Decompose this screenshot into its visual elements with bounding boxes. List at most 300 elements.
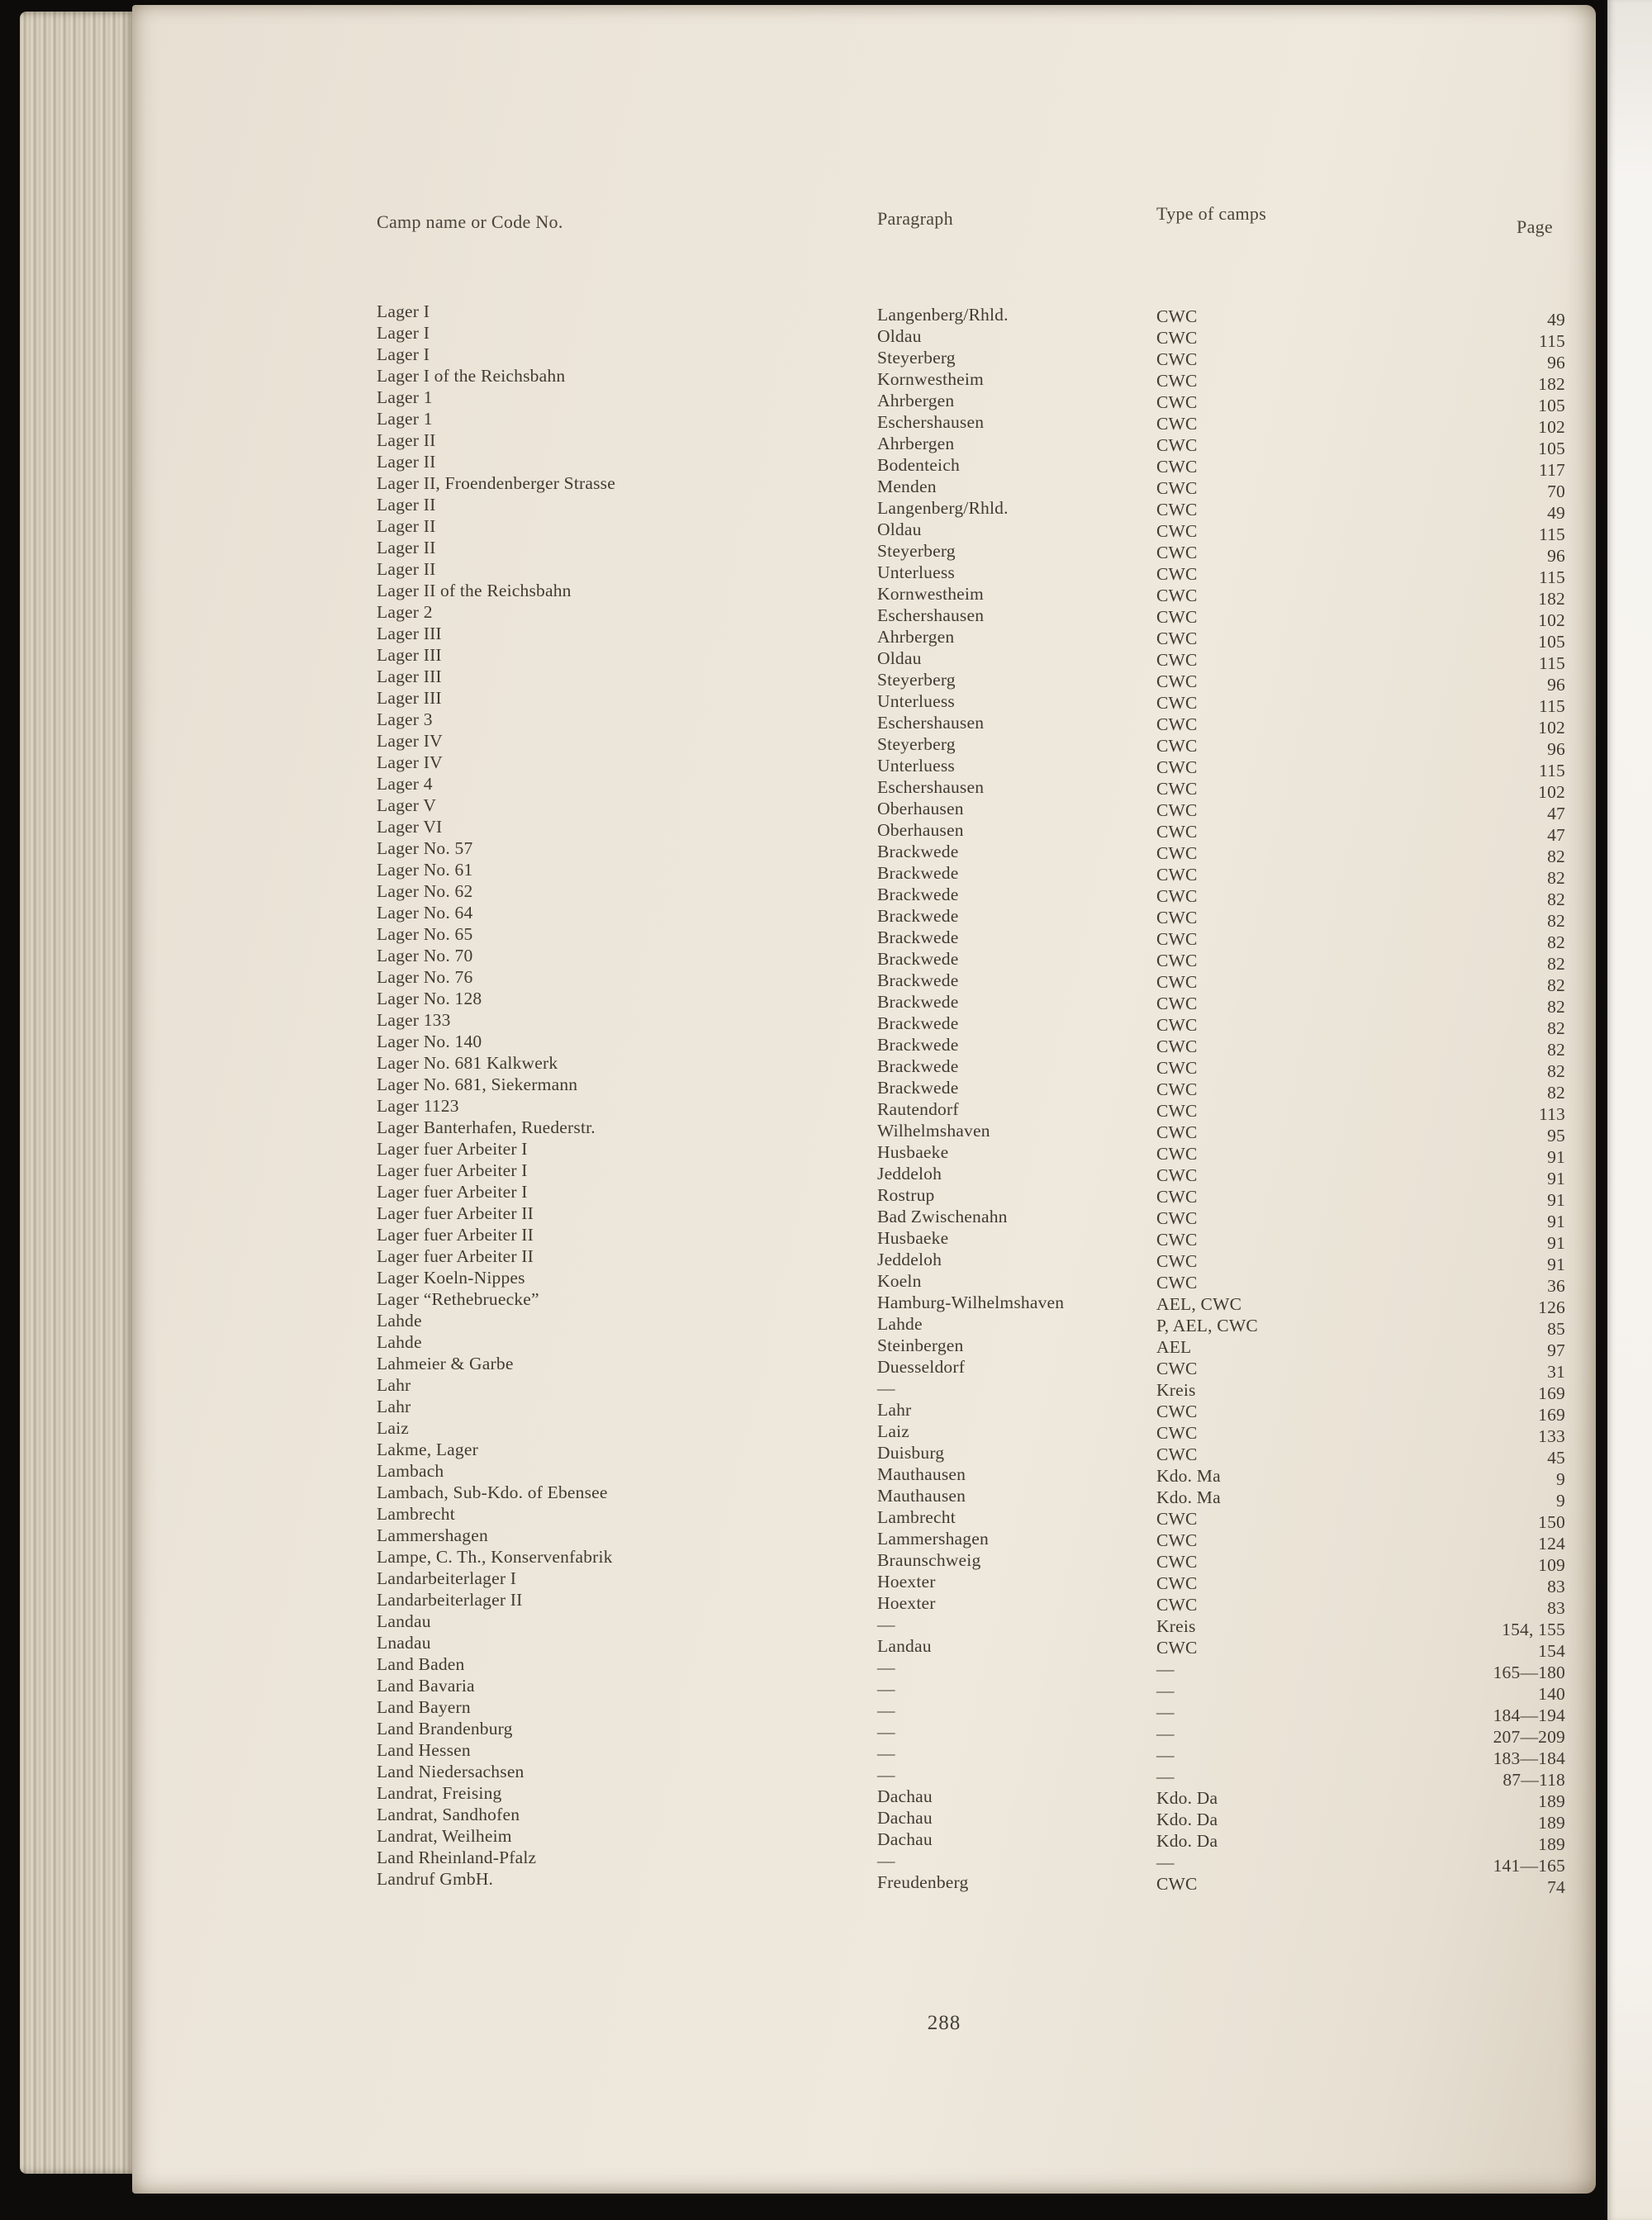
row-paragraph: Ahrbergen: [877, 434, 955, 453]
row-page: 207—209: [1493, 1727, 1565, 1747]
row-name: Lampe, C. Th., Konservenfabrik: [377, 1547, 613, 1567]
row-paragraph: Oberhausen: [877, 820, 964, 840]
table-row: [132, 580, 1596, 609]
row-name: Lager II: [377, 495, 436, 515]
row-page: 97: [1547, 1340, 1565, 1360]
row-paragraph: Brackwede: [877, 906, 959, 926]
row-page: 105: [1538, 396, 1565, 415]
row-type: CWC: [1156, 1423, 1198, 1443]
row-name: Lager 1: [377, 409, 433, 429]
row-paragraph: Lahr: [877, 1400, 912, 1420]
row-paragraph: Husbaeke: [877, 1142, 949, 1162]
row-paragraph: Brackwede: [877, 927, 959, 947]
row-page: 82: [1547, 911, 1565, 931]
table-row: [132, 623, 1596, 652]
row-name: Land Niedersachsen: [377, 1762, 525, 1781]
row-page: 182: [1538, 374, 1565, 394]
row-name: Land Baden: [377, 1654, 465, 1674]
row-name: Lager No. 76: [377, 967, 473, 987]
table-row: [132, 494, 1596, 523]
row-page: 124: [1538, 1534, 1565, 1554]
row-paragraph: Oberhausen: [877, 799, 964, 818]
row-name: Land Hessen: [377, 1740, 471, 1760]
row-paragraph: Dachau: [877, 1829, 933, 1849]
row-type: CWC: [1156, 1359, 1198, 1378]
row-type: CWC: [1156, 1251, 1198, 1271]
table-row: [132, 1331, 1596, 1360]
row-type: CWC: [1156, 1015, 1198, 1035]
row-paragraph: Rostrup: [877, 1185, 935, 1205]
row-type: CWC: [1156, 779, 1198, 799]
row-page: 91: [1547, 1169, 1565, 1188]
row-name: Lager V: [377, 795, 437, 815]
row-name: Lager III: [377, 624, 442, 643]
row-name: Lager I: [377, 344, 430, 364]
table-row: [132, 945, 1596, 974]
row-paragraph: Brackwede: [877, 1078, 959, 1098]
row-page: 182: [1538, 589, 1565, 609]
row-type: CWC: [1156, 1165, 1198, 1185]
row-name: Landrat, Weilheim: [377, 1826, 512, 1846]
row-page: 85: [1547, 1319, 1565, 1339]
row-name: Lager IV: [377, 752, 443, 772]
row-paragraph: Steinbergen: [877, 1335, 964, 1355]
table-row: [132, 1868, 1596, 1897]
row-paragraph: Laiz: [877, 1421, 909, 1441]
row-page: 140: [1538, 1684, 1565, 1704]
row-type: CWC: [1156, 1273, 1198, 1293]
row-page: 82: [1547, 932, 1565, 952]
row-paragraph: —: [877, 1658, 895, 1677]
row-page: 115: [1538, 761, 1565, 780]
row-paragraph: Steyerberg: [877, 348, 956, 368]
row-page: 95: [1547, 1126, 1565, 1146]
row-page: 115: [1538, 567, 1565, 587]
row-type: CWC: [1156, 1509, 1198, 1529]
row-name: Land Rheinland-Pfalz: [377, 1848, 537, 1867]
row-paragraph: Ahrbergen: [877, 391, 955, 410]
row-paragraph: Koeln: [877, 1271, 922, 1291]
row-paragraph: Jeddeloh: [877, 1164, 942, 1184]
table-row: [132, 515, 1596, 544]
row-name: Laiz: [377, 1418, 409, 1438]
row-paragraph: —: [877, 1378, 895, 1398]
row-paragraph: Bodenteich: [877, 455, 960, 475]
row-page: 183—184: [1493, 1748, 1565, 1768]
row-name: Lager I: [377, 323, 430, 343]
row-page: 45: [1547, 1448, 1565, 1468]
row-page: 113: [1538, 1104, 1565, 1124]
table-row: [132, 773, 1596, 802]
row-type: CWC: [1156, 349, 1198, 369]
table-row: [132, 472, 1596, 501]
row-type: CWC: [1156, 1402, 1198, 1421]
table-row: [132, 1653, 1596, 1682]
row-type: P, AEL, CWC: [1156, 1316, 1258, 1335]
table-row: [132, 666, 1596, 695]
row-paragraph: Langenberg/Rhld.: [877, 305, 1009, 325]
row-name: Land Bavaria: [377, 1676, 475, 1696]
row-type: CWC: [1156, 1230, 1198, 1250]
table-row: [132, 816, 1596, 845]
row-name: Lager 133: [377, 1010, 451, 1030]
row-name: Lager No. 681 Kalkwerk: [377, 1053, 558, 1073]
row-paragraph: Brackwede: [877, 1013, 959, 1033]
row-paragraph: Lambrecht: [877, 1507, 956, 1527]
row-paragraph: Eschershausen: [877, 412, 985, 432]
row-paragraph: —: [877, 1722, 895, 1742]
row-paragraph: —: [877, 1851, 895, 1871]
row-page: 165—180: [1493, 1663, 1565, 1682]
row-name: Lager Banterhafen, Ruederstr.: [377, 1117, 596, 1137]
row-paragraph: —: [877, 1615, 895, 1634]
row-page: 154: [1538, 1641, 1565, 1661]
row-paragraph: Mauthausen: [877, 1464, 966, 1484]
row-page: 49: [1547, 310, 1565, 330]
row-type: —: [1156, 1745, 1175, 1765]
row-page: 9: [1556, 1491, 1565, 1511]
row-page: 189: [1538, 1791, 1565, 1811]
row-name: Lager No. 140: [377, 1032, 482, 1051]
row-paragraph: Rautendorf: [877, 1099, 959, 1119]
row-name: Lager 1: [377, 387, 433, 407]
row-type: CWC: [1156, 951, 1198, 970]
row-paragraph: Brackwede: [877, 842, 959, 861]
row-name: Lager II: [377, 538, 436, 557]
row-type: CWC: [1156, 1101, 1198, 1121]
row-paragraph: Brackwede: [877, 970, 959, 990]
row-page: 189: [1538, 1813, 1565, 1833]
row-type: CWC: [1156, 629, 1198, 648]
row-paragraph: Duesseldorf: [877, 1357, 966, 1377]
row-name: Landau: [377, 1611, 431, 1631]
row-type: CWC: [1156, 865, 1198, 885]
table-row: [132, 923, 1596, 952]
row-page: 154, 155: [1502, 1620, 1565, 1639]
row-page: 82: [1547, 975, 1565, 995]
row-page: 96: [1547, 739, 1565, 759]
row-paragraph: Brackwede: [877, 949, 959, 969]
row-paragraph: Landau: [877, 1636, 932, 1656]
row-type: CWC: [1156, 306, 1198, 326]
table-row: [132, 1245, 1596, 1274]
table-row: [132, 1396, 1596, 1425]
table-row: [132, 1288, 1596, 1317]
row-type: CWC: [1156, 371, 1198, 391]
row-paragraph: Brackwede: [877, 1035, 959, 1055]
row-page: 82: [1547, 868, 1565, 888]
table-row: [132, 1267, 1596, 1296]
row-page: 91: [1547, 1147, 1565, 1167]
row-paragraph: Hamburg-Wilhelmshaven: [877, 1293, 1065, 1312]
row-paragraph: Dachau: [877, 1786, 933, 1806]
folio-page-number: 288: [927, 2012, 961, 2034]
table-row: [132, 644, 1596, 673]
row-type: —: [1156, 1724, 1175, 1743]
row-name: Lager 2: [377, 602, 433, 622]
row-type: CWC: [1156, 564, 1198, 584]
row-page: 82: [1547, 1061, 1565, 1081]
row-page: 184—194: [1493, 1705, 1565, 1725]
table-row: [132, 687, 1596, 716]
row-page: 87—118: [1502, 1770, 1565, 1790]
row-type: CWC: [1156, 650, 1198, 670]
row-name: Lager 4: [377, 774, 433, 794]
book-page-stack-edge: [20, 12, 135, 2174]
row-type: CWC: [1156, 908, 1198, 927]
row-type: CWC: [1156, 1187, 1198, 1207]
table-row: [132, 1417, 1596, 1446]
table-row: [132, 752, 1596, 780]
row-type: CWC: [1156, 392, 1198, 412]
row-paragraph: Kornwestheim: [877, 369, 984, 389]
row-type: CWC: [1156, 671, 1198, 691]
row-page: 91: [1547, 1255, 1565, 1274]
table-row: [132, 1632, 1596, 1661]
row-type: CWC: [1156, 736, 1198, 756]
row-paragraph: Unterluess: [877, 756, 955, 776]
row-name: Lager fuer Arbeiter II: [377, 1225, 534, 1245]
row-type: CWC: [1156, 1058, 1198, 1078]
table-row: [132, 344, 1596, 372]
row-type: AEL, CWC: [1156, 1294, 1242, 1314]
row-type: CWC: [1156, 435, 1198, 455]
table-row: [132, 880, 1596, 909]
row-name: Lager II: [377, 430, 436, 450]
row-page: 102: [1538, 610, 1565, 630]
row-page: 83: [1547, 1577, 1565, 1596]
row-paragraph: Braunschweig: [877, 1550, 981, 1570]
row-page: 70: [1547, 481, 1565, 501]
row-type: CWC: [1156, 994, 1198, 1013]
table-row: [132, 1761, 1596, 1790]
row-name: Lager IV: [377, 731, 443, 751]
row-paragraph: Oldau: [877, 519, 922, 539]
row-type: —: [1156, 1852, 1175, 1872]
table-row: [132, 451, 1596, 480]
row-page: 96: [1547, 546, 1565, 566]
row-paragraph: Mauthausen: [877, 1486, 966, 1506]
row-type: Kdo. Da: [1156, 1788, 1218, 1808]
row-paragraph: Eschershausen: [877, 777, 985, 797]
row-type: CWC: [1156, 1552, 1198, 1572]
row-type: CWC: [1156, 607, 1198, 627]
row-type: Kreis: [1156, 1616, 1196, 1636]
row-page: 96: [1547, 675, 1565, 695]
row-type: CWC: [1156, 457, 1198, 477]
row-type: CWC: [1156, 757, 1198, 777]
row-name: Lager fuer Arbeiter II: [377, 1203, 534, 1223]
row-name: Landrat, Freising: [377, 1783, 502, 1803]
row-name: Lager No. 62: [377, 881, 473, 901]
row-page: 83: [1547, 1598, 1565, 1618]
row-page: 105: [1538, 632, 1565, 652]
row-name: Lager No. 64: [377, 903, 473, 923]
row-name: Land Brandenburg: [377, 1719, 513, 1739]
column-header-camp-name: Camp name or Code No.: [377, 211, 563, 232]
row-page: 47: [1547, 825, 1565, 845]
row-paragraph: Unterluess: [877, 562, 955, 582]
row-type: CWC: [1156, 1444, 1198, 1464]
table-row: [132, 709, 1596, 738]
row-paragraph: Duisburg: [877, 1443, 945, 1463]
row-page: 82: [1547, 1040, 1565, 1060]
row-type: Kdo. Da: [1156, 1810, 1218, 1829]
row-type: CWC: [1156, 414, 1198, 434]
row-paragraph: Oldau: [877, 326, 922, 346]
row-paragraph: Steyerberg: [877, 670, 956, 690]
row-name: Lager I of the Reichsbahn: [377, 366, 566, 386]
row-name: Lahr: [377, 1375, 411, 1395]
table-row: [132, 322, 1596, 351]
table-row: [132, 1460, 1596, 1489]
table-row: [132, 537, 1596, 566]
row-paragraph: —: [877, 1701, 895, 1720]
row-type: CWC: [1156, 1122, 1198, 1142]
row-name: Lager No. 128: [377, 989, 482, 1008]
row-name: Lager No. 65: [377, 924, 473, 944]
row-page: 91: [1547, 1190, 1565, 1210]
row-paragraph: Eschershausen: [877, 713, 985, 733]
row-page: 115: [1538, 524, 1565, 544]
row-name: Landrat, Sandhofen: [377, 1805, 520, 1824]
row-name: Lager VI: [377, 817, 443, 837]
table-row: [132, 1138, 1596, 1167]
row-type: CWC: [1156, 843, 1198, 863]
row-name: Lager 1123: [377, 1096, 459, 1116]
row-paragraph: Langenberg/Rhld.: [877, 498, 1009, 518]
row-page: 189: [1538, 1834, 1565, 1854]
table-row: [132, 1696, 1596, 1725]
row-page: 31: [1547, 1362, 1565, 1382]
row-type: —: [1156, 1681, 1175, 1701]
table-row: [132, 601, 1596, 630]
row-name: Lahde: [377, 1311, 422, 1331]
row-page: 82: [1547, 954, 1565, 974]
row-type: CWC: [1156, 1595, 1198, 1615]
table-row: [132, 558, 1596, 587]
row-type: CWC: [1156, 521, 1198, 541]
row-type: CWC: [1156, 478, 1198, 498]
row-page: 9: [1556, 1469, 1565, 1489]
row-name: Landarbeiterlager II: [377, 1590, 523, 1610]
row-name: Lahmeier & Garbe: [377, 1354, 514, 1373]
row-page: 36: [1547, 1276, 1565, 1296]
table-row: [132, 365, 1596, 394]
table-row: [132, 966, 1596, 995]
row-paragraph: Kornwestheim: [877, 584, 984, 604]
row-paragraph: Bad Zwischenahn: [877, 1207, 1008, 1226]
table-row: [132, 1503, 1596, 1532]
row-page: 96: [1547, 353, 1565, 372]
row-paragraph: Brackwede: [877, 863, 959, 883]
row-type: —: [1156, 1659, 1175, 1679]
row-name: Lahr: [377, 1397, 411, 1416]
row-type: AEL: [1156, 1337, 1192, 1357]
row-page: 47: [1547, 804, 1565, 823]
row-page: 91: [1547, 1233, 1565, 1253]
table-row: [132, 1117, 1596, 1146]
row-paragraph: Menden: [877, 477, 937, 496]
row-paragraph: —: [877, 1679, 895, 1699]
row-type: CWC: [1156, 1079, 1198, 1099]
row-page: 91: [1547, 1212, 1565, 1231]
row-paragraph: Brackwede: [877, 885, 959, 904]
row-name: Lager II, Froendenberger Strasse: [377, 473, 615, 493]
row-name: Lager III: [377, 645, 442, 665]
row-type: CWC: [1156, 800, 1198, 820]
table-row: [132, 1031, 1596, 1060]
row-type: CWC: [1156, 693, 1198, 713]
row-name: Lager No. 61: [377, 860, 473, 880]
table-row: [132, 1718, 1596, 1747]
row-page: 82: [1547, 1083, 1565, 1103]
table-row: [132, 1589, 1596, 1618]
table-row: [132, 1568, 1596, 1596]
column-header-page: Page: [1517, 216, 1553, 237]
table-row: [132, 1310, 1596, 1339]
row-name: Lager No. 681, Siekermann: [377, 1074, 578, 1094]
row-page: 82: [1547, 997, 1565, 1017]
row-page: 102: [1538, 417, 1565, 437]
row-name: Lager II of the Reichsbahn: [377, 581, 572, 600]
book-page: [132, 5, 1596, 2194]
column-header-paragraph: Paragraph: [877, 208, 953, 229]
row-paragraph: Steyerberg: [877, 734, 956, 754]
table-row: [132, 1482, 1596, 1511]
table-row: [132, 1739, 1596, 1768]
row-page: 102: [1538, 782, 1565, 802]
row-type: CWC: [1156, 543, 1198, 562]
row-type: CWC: [1156, 1208, 1198, 1228]
row-page: 133: [1538, 1426, 1565, 1446]
row-type: CWC: [1156, 929, 1198, 949]
row-paragraph: Steyerberg: [877, 541, 956, 561]
row-paragraph: Brackwede: [877, 992, 959, 1012]
row-type: Kdo. Ma: [1156, 1487, 1221, 1507]
row-page: 126: [1538, 1297, 1565, 1317]
row-page: 141—165: [1493, 1856, 1565, 1876]
row-page: 115: [1538, 653, 1565, 673]
row-page: 169: [1538, 1383, 1565, 1403]
row-type: CWC: [1156, 1874, 1198, 1894]
row-name: Lager Koeln-Nippes: [377, 1268, 525, 1288]
table-row: [132, 429, 1596, 458]
row-paragraph: Oldau: [877, 648, 922, 668]
row-name: Lammershagen: [377, 1525, 488, 1545]
row-paragraph: Wilhelmshaven: [877, 1121, 990, 1141]
row-name: Lager “Rethebruecke”: [377, 1289, 539, 1309]
row-paragraph: Brackwede: [877, 1056, 959, 1076]
row-page: 115: [1538, 331, 1565, 351]
table-row: [132, 1825, 1596, 1854]
column-header-type-of-camps: Type of camps: [1156, 203, 1267, 224]
row-paragraph: Eschershausen: [877, 605, 985, 625]
table-row: [132, 1546, 1596, 1575]
row-paragraph: Lahde: [877, 1314, 923, 1334]
row-type: Kreis: [1156, 1380, 1196, 1400]
row-name: Lambrecht: [377, 1504, 455, 1524]
row-name: Lager fuer Arbeiter II: [377, 1246, 534, 1266]
row-page: 105: [1538, 439, 1565, 458]
row-name: Lakme, Lager: [377, 1440, 478, 1459]
row-page: 82: [1547, 1018, 1565, 1038]
row-page: 82: [1547, 889, 1565, 909]
row-name: Lambach: [377, 1461, 444, 1481]
row-type: Kdo. Da: [1156, 1831, 1218, 1851]
table-row: [132, 1052, 1596, 1081]
row-paragraph: Lammershagen: [877, 1529, 989, 1549]
